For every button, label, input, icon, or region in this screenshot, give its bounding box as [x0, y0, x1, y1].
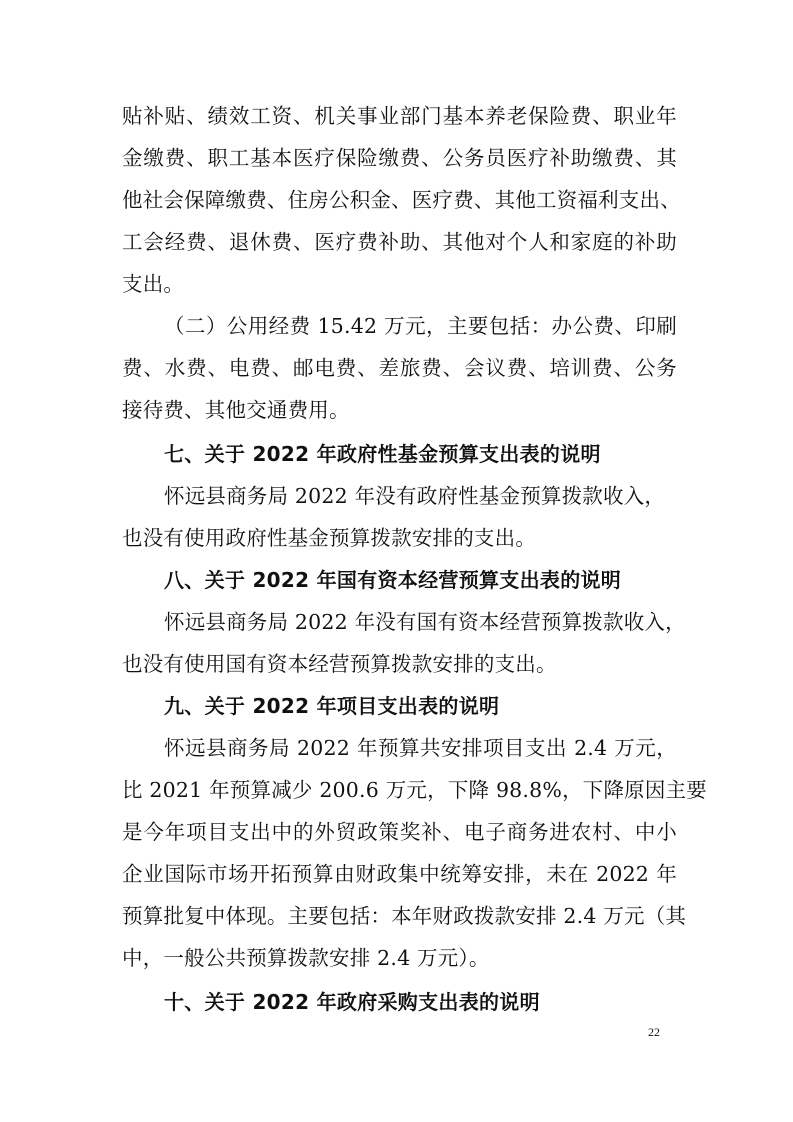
- paragraph-line: 他社会保障缴费、住房公积金、医疗费、其他工资福利支出、: [122, 188, 681, 212]
- paragraph-line: 费、水费、电费、邮电费、差旅费、会议费、培训费、公务: [122, 356, 677, 380]
- paragraph-line: 中，一般公共预算拨款安排 2.4 万元）。: [122, 946, 490, 970]
- paragraph-line: 企业国际市场开拓预算由财政集中统筹安排，未在 2022 年: [122, 862, 677, 886]
- section-heading-9: 九、关于 2022 年项目支出表的说明: [164, 694, 500, 718]
- section-heading-8: 八、关于 2022 年国有资本经营预算支出表的说明: [164, 568, 622, 592]
- paragraph-line: 金缴费、职工基本医疗保险缴费、公务员医疗补助缴费、其: [122, 146, 677, 170]
- paragraph-line: 怀远县商务局 2022 年没有国有资本经营预算拨款收入，: [164, 610, 686, 634]
- paragraph-line: 支出。: [122, 272, 185, 296]
- section-heading-7: 七、关于 2022 年政府性基金预算支出表的说明: [164, 442, 601, 466]
- paragraph-line: 也没有使用国有资本经营预算拨款安排的支出。: [122, 652, 557, 676]
- paragraph-line: （二）公用经费 15.42 万元，主要包括：办公费、印刷: [164, 314, 677, 338]
- paragraph-line: 工会经费、退休费、医疗费补助、其他对个人和家庭的补助: [122, 230, 677, 254]
- page-number: 22: [648, 1025, 660, 1039]
- section-heading-10: 十、关于 2022 年政府采购支出表的说明: [164, 990, 540, 1014]
- paragraph-line: 怀远县商务局 2022 年没有政府性基金预算拨款收入，: [164, 484, 666, 508]
- paragraph-line: 接待费、其他交通费用。: [122, 398, 350, 422]
- paragraph-line: 怀远县商务局 2022 年预算共安排项目支出 2.4 万元，: [164, 736, 677, 760]
- paragraph-line: 预算批复中体现。主要包括：本年财政拨款安排 2.4 万元（其: [122, 904, 687, 928]
- paragraph-line: 比 2021 年预算减少 200.6 万元，下降 98.8%，下降原因主要: [122, 778, 707, 802]
- paragraph-line: 贴补贴、绩效工资、机关事业部门基本养老保险费、职业年: [122, 104, 677, 128]
- paragraph-line: 是今年项目支出中的外贸政策奖补、电子商务进农村、中小: [122, 820, 677, 844]
- paragraph-line: 也没有使用政府性基金预算拨款安排的支出。: [122, 526, 536, 550]
